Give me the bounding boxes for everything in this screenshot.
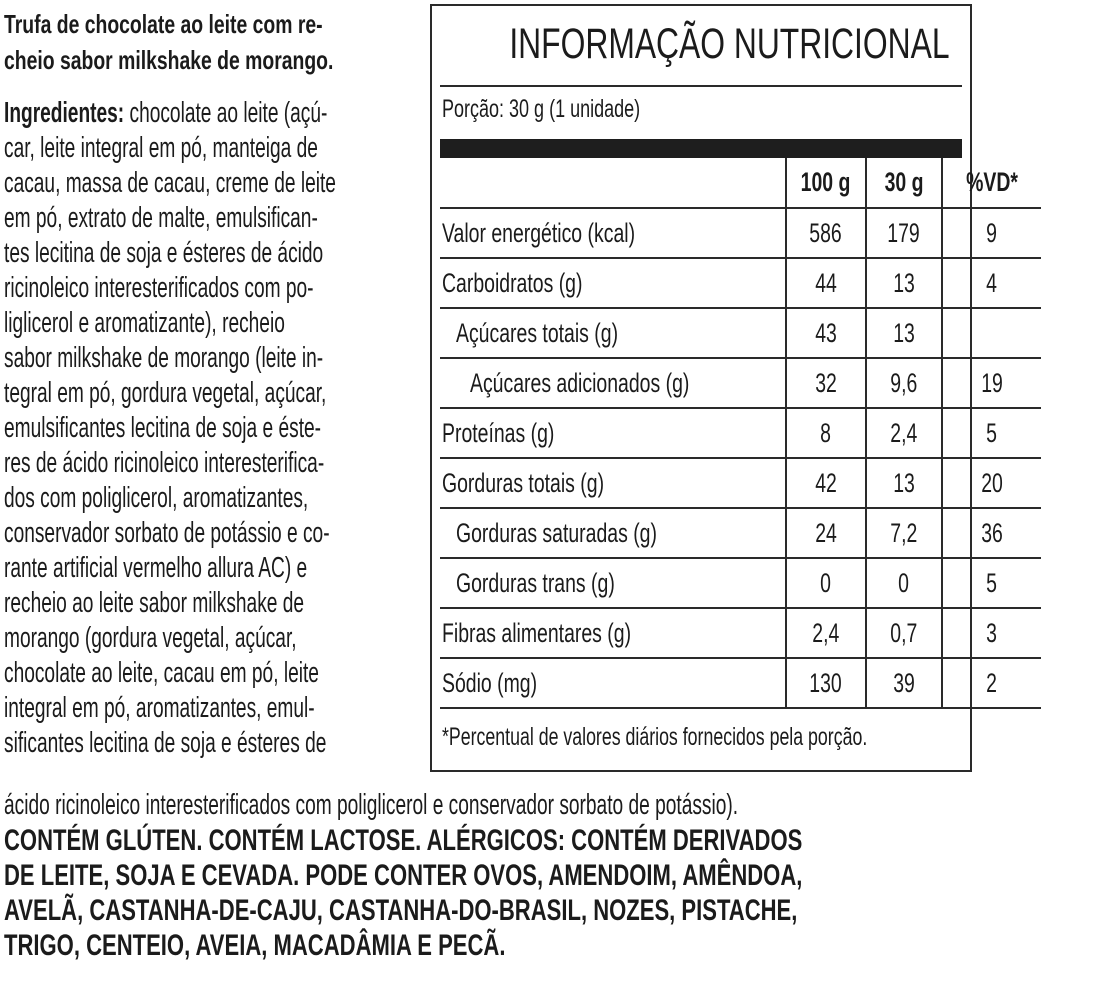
ingredients-last-line: ácido ricinoleico interesterificados com poliglicerol e conservador sorbato de potássio). xyxy=(4,789,739,821)
nutrient-row xyxy=(440,208,1041,258)
nutrient-label: Gorduras saturadas (g) xyxy=(440,508,786,558)
nutrition-table xyxy=(440,158,1041,766)
nutrient-label: Gorduras totais (g) xyxy=(440,458,786,508)
header-black-bar xyxy=(440,139,962,158)
ingredients-line: chocolate ao leite, cacau em pó, leite xyxy=(4,657,319,689)
nutrient-row xyxy=(440,308,1041,358)
allergen-line: DE LEITE, SOJA E CEVADA. PODE CONTER OVOS, AMENDOIM, AMÊNDOA, xyxy=(4,859,803,892)
value-100g: 42 xyxy=(786,458,865,508)
nutrient-label: Açúcares adicionados (g) xyxy=(440,358,786,408)
ingredients-line: dos com poliglicerol, aromatizantes, xyxy=(4,482,309,514)
header-empty-cell xyxy=(440,158,786,208)
nutrient-label: Carboidratos (g) xyxy=(440,258,786,308)
header-100g: 100 g xyxy=(786,158,865,208)
ingredients-line: tes lecitina de soja e ésteres de ácido xyxy=(4,237,324,269)
footnote-row xyxy=(440,708,1041,766)
header-vd: %VD* xyxy=(942,158,1041,208)
value-30g: 2,4 xyxy=(866,408,942,458)
value-vd: 5 xyxy=(942,558,1041,608)
value-vd: 20 xyxy=(942,458,1041,508)
nutrient-label: Proteínas (g) xyxy=(440,408,786,458)
product-title-line-2: cheio sabor milkshake de morango. xyxy=(4,45,334,75)
value-vd: 36 xyxy=(942,508,1041,558)
value-vd: 9 xyxy=(942,208,1041,258)
allergen-line: TRIGO, CENTEIO, AVEIA, MACADÂMIA E PECÃ. xyxy=(4,929,506,962)
nutrient-row xyxy=(440,508,1041,558)
value-100g: 130 xyxy=(786,658,865,708)
header-30g: 30 g xyxy=(866,158,942,208)
ingredients-line: cacau, massa de cacau, creme de leite xyxy=(4,167,336,199)
nutrient-row xyxy=(440,358,1041,408)
nutrition-header-row xyxy=(440,158,1041,208)
nutrient-label: Gorduras trans (g) xyxy=(440,558,786,608)
nutrient-row xyxy=(440,258,1041,308)
value-vd: 4 xyxy=(942,258,1041,308)
ingredients-line: integral em pó, aromatizantes, emul- xyxy=(4,692,315,724)
ingredients-line: ricinoleico interesterificados com po- xyxy=(4,272,314,304)
ingredients-line: sificantes lecitina de soja e ésteres de xyxy=(4,727,327,759)
value-vd: 3 xyxy=(942,608,1041,658)
ingredients-line: car, leite integral em pó, manteiga de xyxy=(4,132,318,164)
value-vd xyxy=(942,308,1041,358)
nutrient-row xyxy=(440,558,1041,608)
allergen-line: AVELÃ, CASTANHA-DE-CAJU, CASTANHA-DO-BRASIL, NOZES, PISTACHE, xyxy=(4,894,798,927)
value-30g: 13 xyxy=(866,258,942,308)
value-100g: 8 xyxy=(786,408,865,458)
nutrition-title: INFORMAÇÃO NUTRICIONAL xyxy=(509,20,950,68)
ingredients-line: conservador sorbato de potássio e co- xyxy=(4,517,330,549)
value-30g: 7,2 xyxy=(866,508,942,558)
value-30g: 39 xyxy=(866,658,942,708)
allergen-statement xyxy=(4,823,979,963)
value-100g: 44 xyxy=(786,258,865,308)
value-vd: 19 xyxy=(942,358,1041,408)
nutrient-label: Valor energético (kcal) xyxy=(440,208,786,258)
nutrient-row xyxy=(440,458,1041,508)
ingredients-line: em pó, extrato de malte, emulsifican- xyxy=(4,202,318,234)
nutrient-label: Sódio (mg) xyxy=(440,658,786,708)
nutrient-row xyxy=(440,658,1041,708)
value-100g: 43 xyxy=(786,308,865,358)
ingredients-line: liglicerol e aromatizante), recheio xyxy=(4,307,285,339)
value-100g: 24 xyxy=(786,508,865,558)
value-30g: 179 xyxy=(866,208,942,258)
nutrient-row xyxy=(440,608,1041,658)
ingredients-line: rante artificial vermelho allura AC) e xyxy=(4,552,308,584)
value-100g: 586 xyxy=(786,208,865,258)
nutrient-label: Açúcares totais (g) xyxy=(440,308,786,358)
ingredients-first-line: Ingredientes: chocolate ao leite (açú- xyxy=(4,97,328,129)
allergen-line: CONTÉM GLÚTEN. CONTÉM LACTOSE. ALÉRGICOS: CONTÉM DERIVADOS xyxy=(4,824,803,857)
value-30g: 13 xyxy=(866,458,942,508)
value-100g: 2,4 xyxy=(786,608,865,658)
ingredients-line: recheio ao leite sabor milkshake de xyxy=(4,587,305,619)
value-100g: 32 xyxy=(786,358,865,408)
footnote: *Percentual de valores diários fornecidos pela porção. xyxy=(440,708,1041,766)
ingredients-line: tegral em pó, gordura vegetal, açúcar, xyxy=(4,377,327,409)
bottom-text xyxy=(4,788,979,963)
ingredients-label: Ingredientes: xyxy=(4,97,125,129)
left-column xyxy=(4,6,414,761)
ingredients-line: emulsificantes lecitina de soja e éste- xyxy=(4,412,322,444)
product-title-line-1: Trufa de chocolate ao leite com re- xyxy=(4,9,323,39)
value-30g: 0 xyxy=(866,558,942,608)
value-vd: 2 xyxy=(942,658,1041,708)
value-30g: 13 xyxy=(866,308,942,358)
portion-size: Porção: 30 g (1 unidade) xyxy=(442,95,641,123)
nutrition-facts-panel xyxy=(430,4,1018,772)
ingredients-block xyxy=(4,96,414,761)
title-divider xyxy=(440,85,962,87)
ingredients-line: morango (gordura vegetal, açúcar, xyxy=(4,622,297,654)
value-30g: 0,7 xyxy=(866,608,942,658)
value-30g: 9,6 xyxy=(866,358,942,408)
value-100g: 0 xyxy=(786,558,865,608)
value-vd: 5 xyxy=(942,408,1041,458)
ingredients-line: res de ácido ricinoleico interesterifica- xyxy=(4,447,325,479)
ingredients-line: sabor milkshake de morango (leite in- xyxy=(4,342,324,374)
nutrient-row xyxy=(440,408,1041,458)
nutrient-label: Fibras alimentares (g) xyxy=(440,608,786,658)
